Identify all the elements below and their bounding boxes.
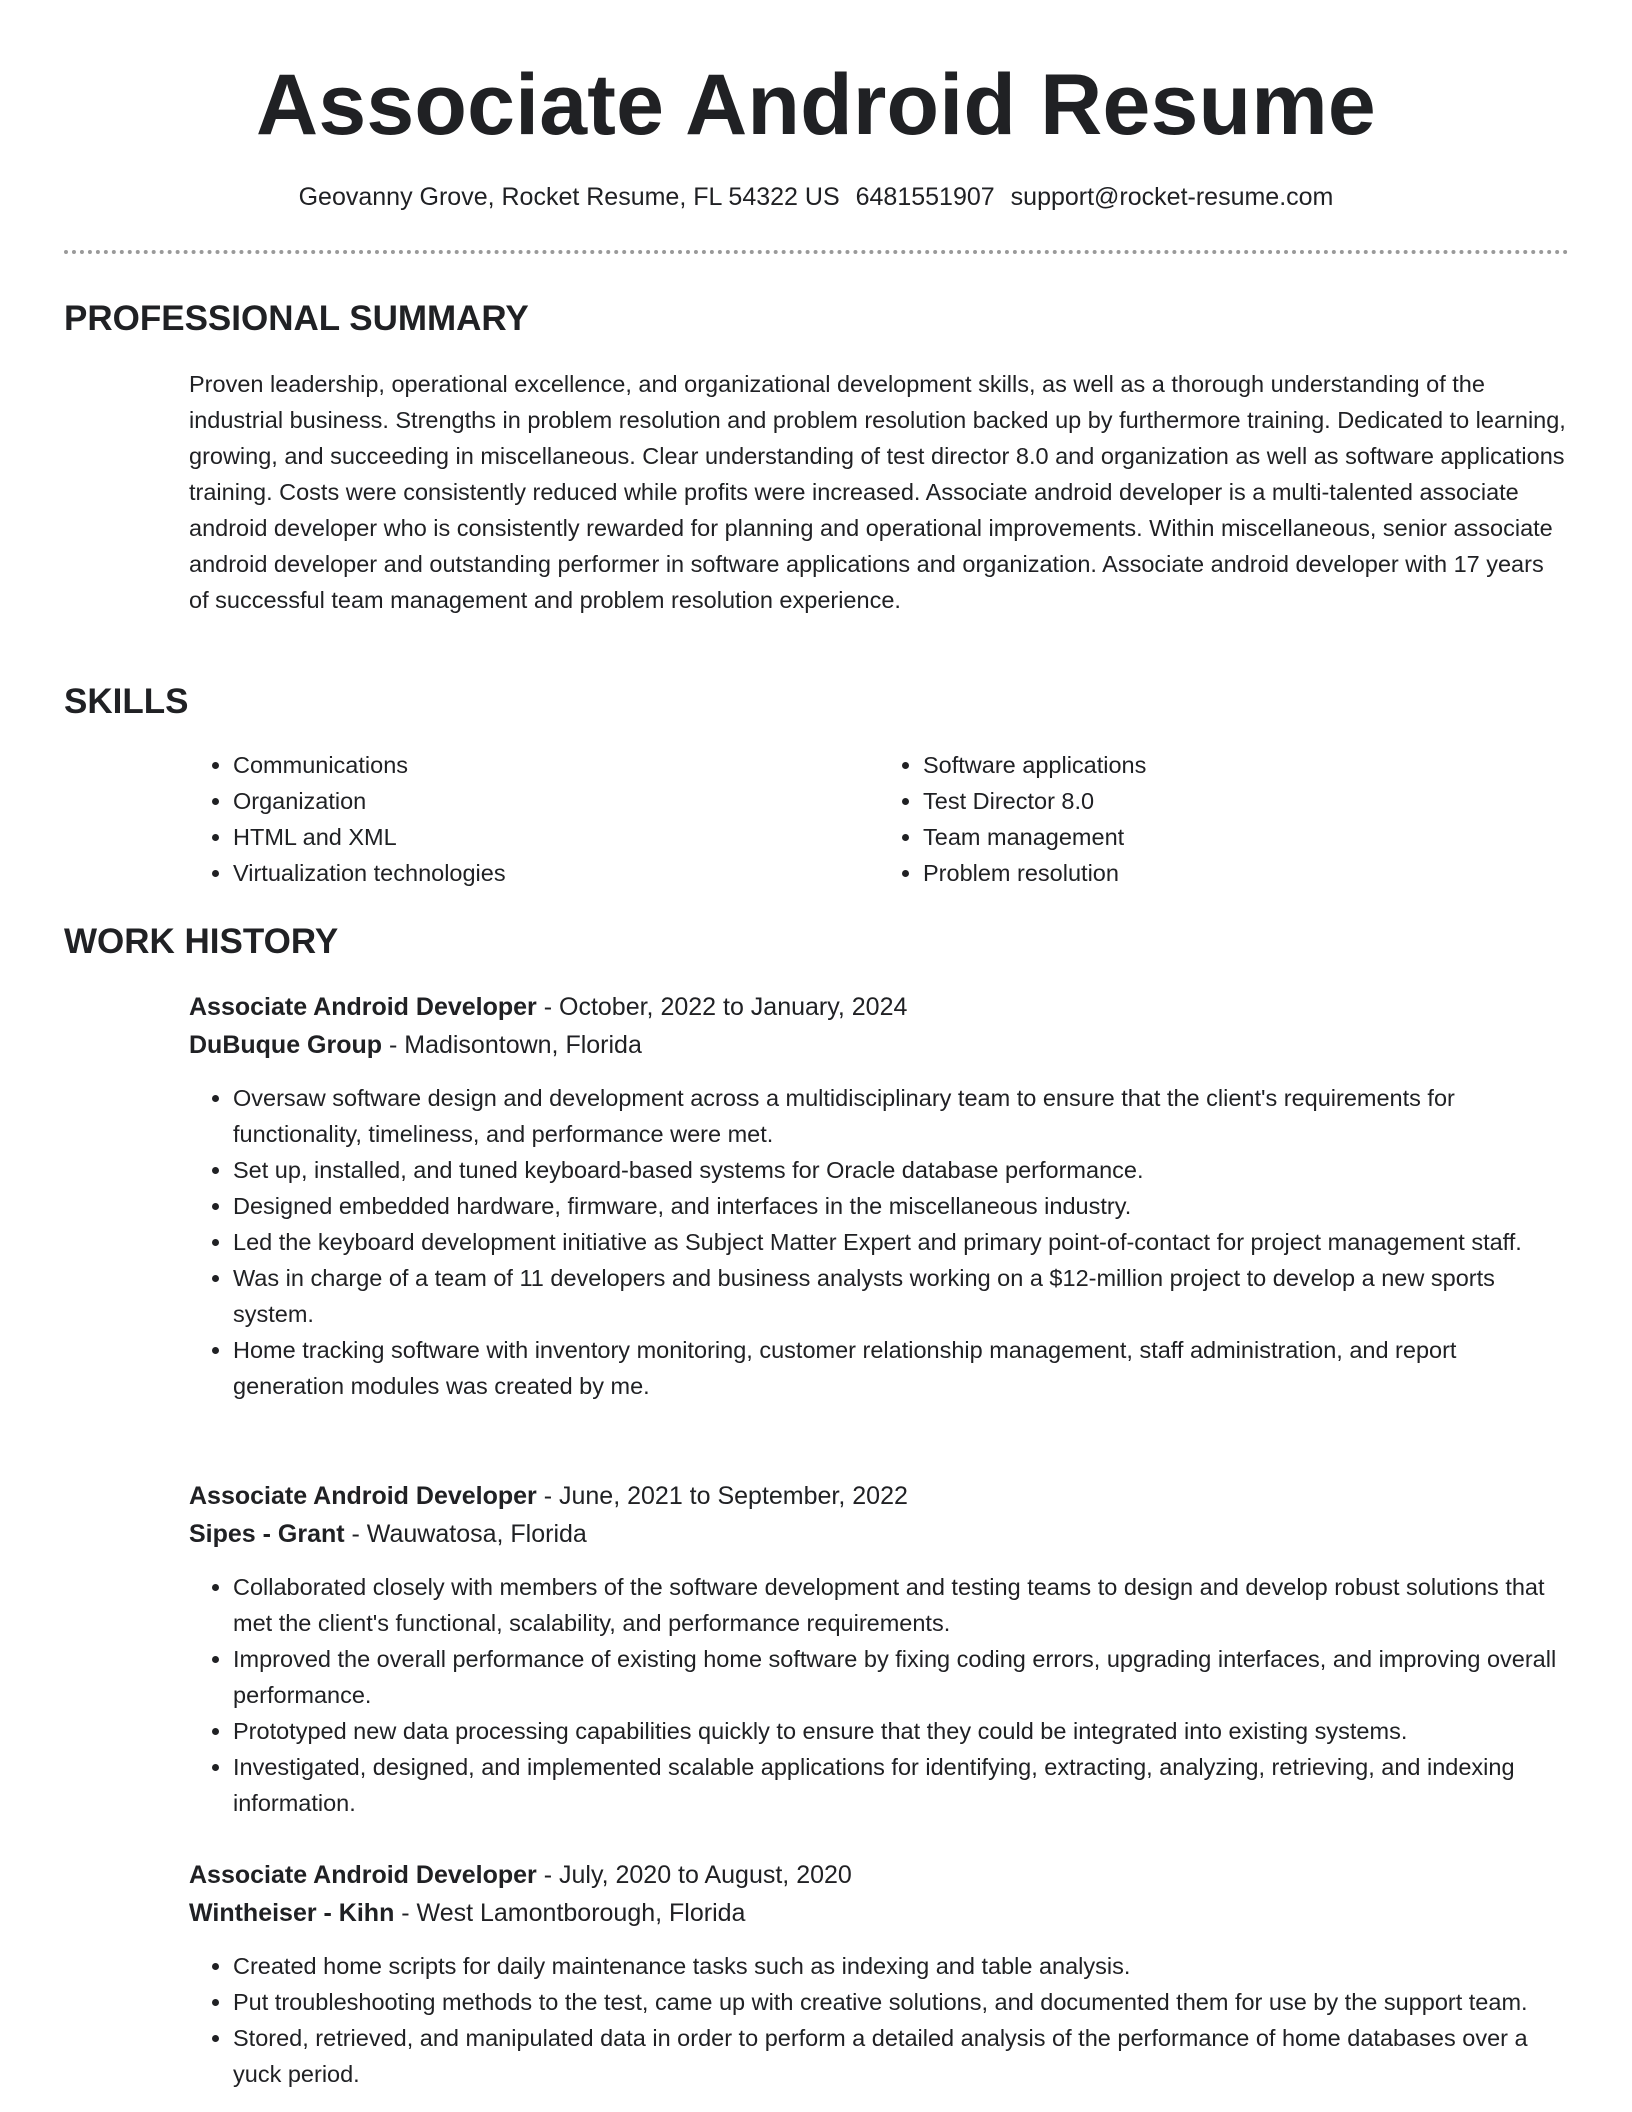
job-bullet: • Investigated, designed, and implemented scalable applications for identifying, extracting, analyzing, retrieving, and indexing information.	[233, 1749, 1569, 1821]
work-history-heading: WORK HISTORY	[64, 922, 339, 961]
job-company: Sipes - Grant	[189, 1520, 345, 1548]
skill-item: • Test Director 8.0	[923, 783, 1569, 819]
skill-item: • Problem resolution	[923, 855, 1569, 891]
summary-text: Proven leadership, operational excellence, and organizational development skills, as well as a thorough understanding of the industrial business. Strengths in problem resolution and problem resolution backed up by furthermore training. Dedicated to learning, growing, and succeeding in miscellaneous. Clear understanding of test director 8.0 and organization as well as software applications training. Costs were consistently reduced while profits were increased. Associate android developer is a multi-talented associate android developer who is consistently rewarded for planning and operational improvements. Within miscellaneous, senior associate android developer and outstanding performer in software applications and organization. Associate android developer with 17 years of successful team management and problem resolution experience.	[189, 371, 1566, 613]
job-bullet: • Led the keyboard development initiative as Subject Matter Expert and primary point-of-contact for project management staff.	[233, 1224, 1569, 1260]
job-bullet: • Was in charge of a team of 11 developers and business analysts working on a $12-million project to develop a new sports system.	[233, 1260, 1569, 1332]
job-bullet: • Prototyped new data processing capabilities quickly to ensure that they could be integrated into existing systems.	[233, 1713, 1569, 1749]
job-location: - Wauwatosa, Florida	[344, 1520, 587, 1548]
skill-item: • Communications	[233, 747, 879, 783]
job-bullets	[189, 1080, 1569, 1404]
job-bullet: • Created home scripts for daily maintenance tasks such as indexing and table analysis.	[233, 1948, 1569, 1984]
job-bullet: • Collaborated closely with members of the software development and testing teams to design and develop robust solutions that met the client's functional, scalability, and performance requirements.	[233, 1569, 1569, 1641]
contact-address: Geovanny Grove, Rocket Resume, FL 54322 US	[298, 183, 840, 211]
skill-item: • Organization	[233, 783, 879, 819]
job-dates: - October, 2022 to January, 2024	[536, 993, 908, 1021]
header-divider	[64, 250, 1569, 254]
job-entry	[189, 1856, 1569, 2092]
job-entry	[189, 1477, 1569, 1821]
contact-email: support@rocket-resume.com	[1010, 183, 1334, 211]
job-bullet: • Home tracking software with inventory monitoring, customer relationship management, staff administration, and report generation modules was created by me.	[233, 1332, 1569, 1404]
job-bullet: • Improved the overall performance of existing home software by fixing coding errors, upgrading interfaces, and improving overall performance.	[233, 1641, 1569, 1713]
job-title-line	[189, 1477, 1569, 1515]
contact-info	[0, 181, 1632, 213]
job-title: Associate Android Developer	[189, 1861, 537, 1889]
job-title-line	[189, 988, 1569, 1026]
job-bullet: • Oversaw software design and development across a multidisciplinary team to ensure that the client's requirements for functionality, timeliness, and performance were met.	[233, 1080, 1569, 1152]
job-title: Associate Android Developer	[189, 993, 537, 1021]
skills-heading: SKILLS	[64, 682, 189, 721]
skill-item: • HTML and XML	[233, 819, 879, 855]
job-bullet: • Set up, installed, and tuned keyboard-based systems for Oracle database performance.	[233, 1152, 1569, 1188]
job-company: DuBuque Group	[189, 1031, 383, 1059]
job-bullet: • Stored, retrieved, and manipulated data in order to perform a detailed analysis of the performance of home databases over a yuck period.	[233, 2020, 1569, 2092]
skills-column-right	[879, 747, 1569, 891]
job-dates: - June, 2021 to September, 2022	[536, 1482, 908, 1510]
skills-list	[189, 747, 1569, 891]
job-bullet: • Designed embedded hardware, firmware, and interfaces in the miscellaneous industry.	[233, 1188, 1569, 1224]
summary-heading: PROFESSIONAL SUMMARY	[64, 299, 529, 338]
job-entry	[189, 988, 1569, 1404]
skill-item: • Software applications	[923, 747, 1569, 783]
job-location: - West Lamontborough, Florida	[394, 1899, 746, 1927]
skill-item: • Team management	[923, 819, 1569, 855]
job-company-line	[189, 1515, 1569, 1553]
job-location: - Madisontown, Florida	[382, 1031, 642, 1059]
job-title-line	[189, 1856, 1569, 1894]
job-bullets	[189, 1948, 1569, 2092]
job-company: Wintheiser - Kihn	[189, 1899, 395, 1927]
contact-phone: 6481551907	[855, 183, 995, 211]
skills-column-left	[189, 747, 879, 891]
job-title: Associate Android Developer	[189, 1482, 537, 1510]
resume-title: Associate Android Resume	[256, 57, 1376, 153]
job-company-line	[189, 1026, 1569, 1064]
job-dates: - July, 2020 to August, 2020	[536, 1861, 852, 1889]
job-bullets	[189, 1569, 1569, 1821]
skill-item: • Virtualization technologies	[233, 855, 879, 891]
job-company-line	[189, 1894, 1569, 1932]
job-bullet: • Put troubleshooting methods to the test, came up with creative solutions, and documented them for use by the support team.	[233, 1984, 1569, 2020]
